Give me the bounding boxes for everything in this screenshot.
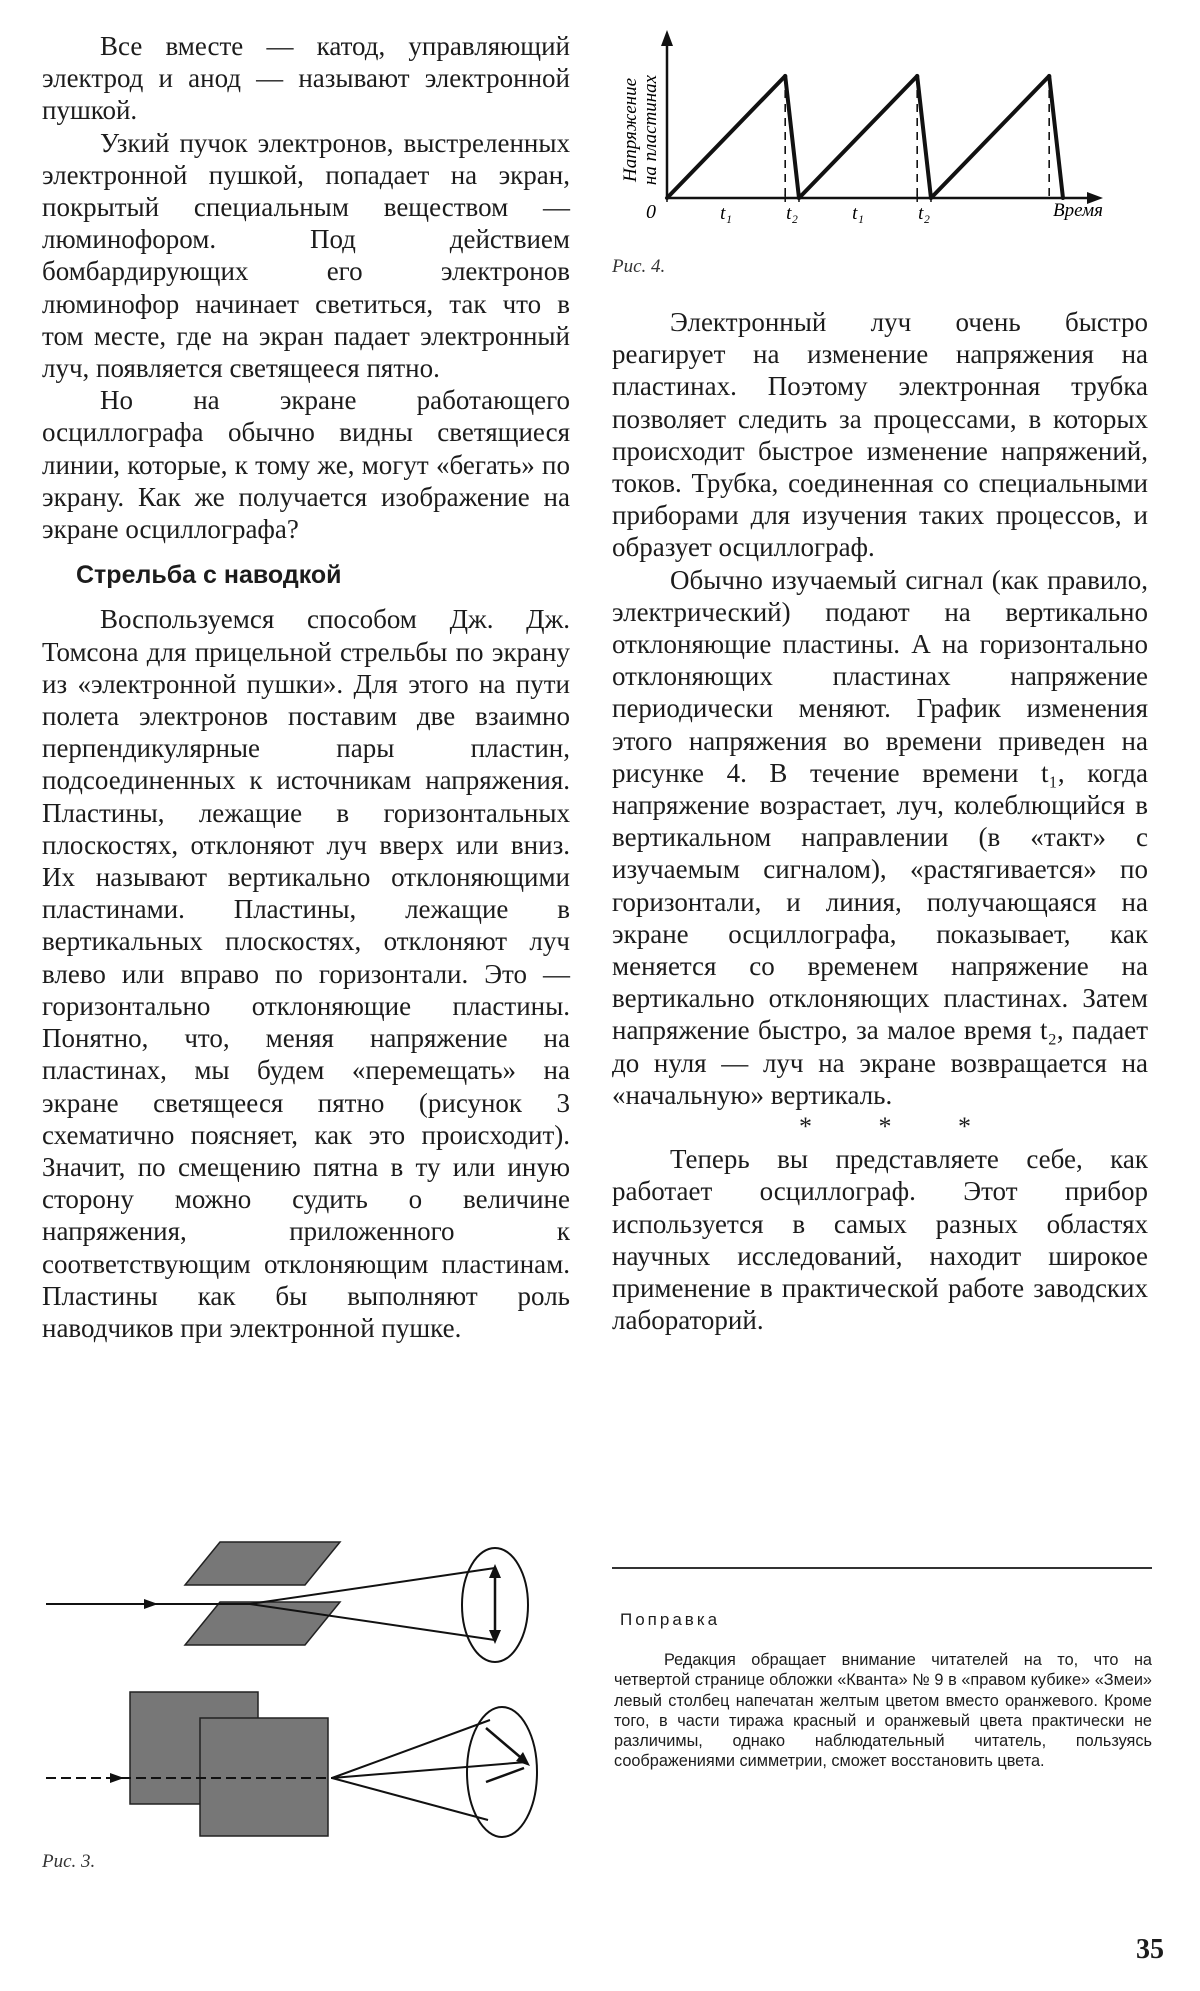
page-number: 35 bbox=[1136, 1934, 1164, 1965]
ramp-up-segment bbox=[931, 76, 1049, 198]
left-column bbox=[42, 30, 570, 1344]
drop-segment bbox=[917, 76, 931, 198]
paragraph: Теперь вы представляете себе, как работает осциллограф. Этот прибор используется в самых разных областях научных исследований, находит широкое применение в практической работе заводских лабораторий. bbox=[612, 1144, 1148, 1336]
figure-4-caption: Рис. 4. bbox=[612, 256, 666, 277]
paragraph: Электронный луч очень быстро реагирует на изменение напряжения на пластинах. Поэтому электронная трубка позволяет следить за процессами, в которых происходит быстрое изменение напряжений, токов. Трубка, соединенная со специальными приборами для изучения таких процессов, и образует осциллограф. bbox=[612, 307, 1148, 563]
arrow-head-up bbox=[489, 1564, 501, 1578]
drop-segment bbox=[1049, 76, 1063, 198]
ramp-up-segment bbox=[799, 76, 917, 198]
interval-label: t₁ bbox=[852, 203, 865, 224]
notice-body: Редакция обращает внимание читателей на то, что на четвертой странице обложки «Кванта» № 9 в «правом кубике» «Змеи» левый столбец напечатан желтым цветом вместо оранжевого. Кроме того, в части тиража красный и оранжевый цвета практически не различимы, однако наблюдательный читатель, пользуясь соображениями симметрии, сможет восстановить цвета. bbox=[614, 1651, 1152, 1771]
separator: * * * bbox=[799, 1112, 1001, 1142]
notice-title: Поправка bbox=[620, 1610, 721, 1629]
paragraph: Но на экране работающего осциллографа обычно видны светящиеся линии, которые, к тому же, могут «бегать» по экрану. Как же получается изображение на экране осциллографа? bbox=[42, 385, 570, 545]
screen-ellipse bbox=[467, 1707, 537, 1837]
x-axis-label: Время bbox=[1052, 200, 1103, 221]
y-axis-label-line1: Напряжение bbox=[620, 77, 641, 183]
y-axis-label-line2: на пластинах bbox=[640, 74, 661, 186]
origin-label: 0 bbox=[646, 201, 656, 223]
interval-label: t₂ bbox=[786, 203, 799, 224]
figure-4-chart bbox=[605, 20, 1165, 230]
lower-plate bbox=[185, 1602, 340, 1645]
paragraph: Все вместе — катод, управляющий электрод и анод — называют электронной пушкой. bbox=[42, 31, 570, 126]
y-axis-arrow bbox=[661, 30, 673, 46]
figure-3-diagram bbox=[40, 1520, 560, 1850]
series-group bbox=[667, 76, 1063, 198]
deflected-beam-a bbox=[332, 1762, 527, 1778]
drop-segment bbox=[785, 76, 799, 198]
interval-label: t₁ bbox=[720, 203, 733, 224]
ramp-up-segment bbox=[667, 76, 785, 198]
beam-arrow bbox=[144, 1599, 158, 1609]
figure-3-caption: Рис. 3. bbox=[42, 1851, 96, 1872]
paragraph: Узкий пучок электронов, выстреленных электронной пушкой, попадает на экран, покрытый специальным веществом — люминофором. Под действием бомбардирующих его электронов люминофор начинает светиться, так что в том месте, где на экран падает электронный луч, появляется светящееся пятно. bbox=[42, 127, 570, 384]
interval-label: t₂ bbox=[918, 203, 931, 224]
right-column bbox=[612, 306, 1148, 1337]
section-heading: Стрельба с наводкой bbox=[76, 561, 342, 590]
arrow-head-down bbox=[489, 1630, 501, 1644]
diagonal-arrow bbox=[486, 1768, 524, 1782]
beam-arrow bbox=[110, 1773, 124, 1783]
paragraph: Воспользуемся способом Дж. Дж. Томсона для прицельной стрельбы по экрану из «электронной пушки». Для этого на пути полета электронов поставим две взаимно перпендикулярные пары пластин, подсоединенных к источникам напряжения. Пластины, лежащие в горизонтальных плоскостях, отклоняют луч вверх или вниз. Их называют вертикально отклоняющими пластинами. Пластины, лежащие в вертикальных плоскостях, отклоняют луч влево или вправо по горизонтали. Это — горизонтально отклоняющие пластины. Понятно, что, меняя напряжение на пластинах, мы будем «перемещать» на экране светящееся пятно (рисунок 3 схематично поясняет, как это происходит). Значит, по смещению пятна в ту или иную сторону можно судить о величине напряжения, приложенного к соответствующим отклоняющим пластинам. Пластины как бы выполняют роль наводчиков при электронной пушке. bbox=[42, 604, 570, 1343]
deflected-beam-c bbox=[332, 1778, 488, 1820]
notice-divider bbox=[612, 1567, 1152, 1569]
upper-plate bbox=[185, 1542, 340, 1585]
paragraph: Обычно изучаемый сигнал (как правило, электрический) подают на вертикально отклоняющие пластины. А на горизонтально отклоняющих пластинах напряжение периодически меняют. График изменения этого напряжения во времени приведен на рисунке 4. В течение времени t₁, когда напряжение возрастает, луч, колеблющийся в вертикальном направлении (в «такт» с изучаемым сигналом), «растягивается» по горизонтали, и линия, получающаяся на экране осциллографа, показывает, как меняется со временем напряжение на вертикально отклоняющих пластинах. Затем напряжение быстро, за малое время t₂, падает до нуля — луч на экране возвращается на «начальную» вертикаль. bbox=[612, 564, 1148, 1110]
